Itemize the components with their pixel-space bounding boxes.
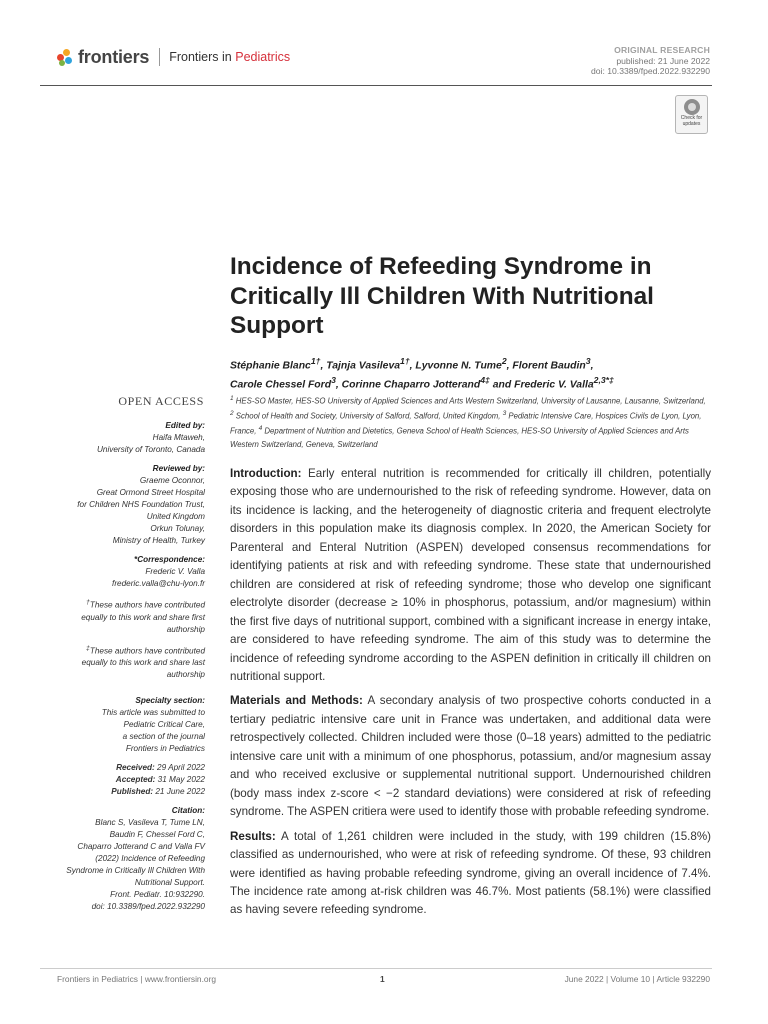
abstract (230, 465, 711, 926)
check-for-updates-badge[interactable] (675, 95, 708, 134)
citation-section: Citation: Blanc S, Vasileva T, Tume LN, Baudin F, Chessel Ford C, Chaparro Jotterand C and Valla FV (2022) Incidence of Refeeding Syndrome in Critically Ill Children With Nutritional Support. Front. Pediatr. 10:932290. doi: 10.3389/fped.2022.932290 (25, 805, 205, 913)
author-name[interactable]: Stéphanie Blanc (230, 360, 311, 372)
article-doi[interactable]: doi: 10.3389/fped.2022.932290 (591, 66, 710, 76)
author-name[interactable]: and Frederic V. Valla (489, 379, 594, 391)
footer-issue-info: June 2022 | Volume 10 | Article 932290 (564, 974, 710, 984)
logo-divider (159, 48, 160, 66)
citation-doi[interactable]: doi: 10.3389/fped.2022.932290 (91, 902, 205, 912)
footer-journal[interactable]: Frontiers in Pediatrics | www.frontiersin.org (57, 974, 217, 984)
open-access-label: OPEN ACCESS (118, 394, 204, 408)
page-number: 1 (380, 974, 385, 984)
author-name[interactable]: , Florent Baudin (506, 360, 586, 372)
footer-divider (40, 968, 712, 969)
logo-wordmark: frontiers (78, 46, 150, 67)
author-name[interactable]: , Corinne Chaparro Jotterand (335, 379, 481, 391)
journal-name: Frontiers in Pediatrics (169, 50, 291, 64)
author-list: Stéphanie Blanc$^{1\dagger}$, Tajnja Vasileva$^{1\dagger}$, Lyvonne N. Tume$^2$, Florent Baudin$^3$, Carole Chessel Ford$^3$, Corinne Chaparro Jotterand$^{4\ddagger}$ and Frederic V. Valla$^{2,3*\ddagger}$ (230, 356, 614, 391)
frontiers-logo-icon (57, 49, 74, 66)
author-name[interactable]: , Tajnja Vasileva (320, 360, 400, 372)
affiliations: $^1$ HES-SO Master, HES-SO University of Applied Sciences and Arts Western Switzerland, University of Lausanne, Lausanne, Switzerland, $^2$ School of Health and Society, University of Salford, Salford, United Kingdom, $^3$ Pediatric Intensive Care, Hospices Civils de Lyon, Lyon, France, $^4$ Department of Nutrition and Dietetics, Geneva School of Health Sciences, HES-SO University of Applied Sciences and Arts Western Switzerland, Geneva, Switzerland (230, 395, 706, 449)
article-title: Incidence of Refeeding Syndrome in Critically Ill Children With Nutritional Support (230, 253, 654, 339)
reviewed-by-section: Reviewed by: Graeme Oconnor, Great Ormond Street Hospital for Children NHS Foundation Trust, United Kingdom Orkun Tolunay, Ministry of Health, Turkey (77, 464, 205, 545)
specialty-section: Specialty section: This article was submitted to Pediatric Critical Care, a section of the journal Frontiers in Pediatrics (101, 696, 205, 754)
journal-logo[interactable] (57, 46, 290, 68)
author-name[interactable]: , Lyvonne N. Tume (409, 360, 502, 372)
abstract-results: Results: A total of 1,261 children were included in the study, with 199 children (15.8%) classified as undernourished, who were at risk of refeeding syndrome. Of these, 93 children were identified as having probable refeeding syndrome, giving an overall incidence of 7.4%. The incidence rate among at-risk children was 46.7%. Most patients (58.1%) were classified as having severe refeeding syndrome. (230, 829, 711, 917)
article-meta (591, 45, 710, 77)
correspondence-section: *Correspondence: Frederic V. Valla frederic.valla@chu-lyon.fr (25, 554, 205, 590)
correspondence-email[interactable]: frederic.valla@chu-lyon.fr (112, 579, 205, 588)
crossmark-icon (684, 99, 700, 115)
abstract-methods: Materials and Methods: A secondary analysis of two prospective cohorts conducted in a tertiary pediatric intensive care unit in France was undertaken, and additional data were retrospectively collected. Children included were those (0–18 years) admitted to the pediatric intensive care unit with a minimum of one phosphorus, potassium, and/or magnesium assay and who received exclusive or supplemental nutritional support. Undernourished children (body mass index z-score < −2 standard deviations) were considered at risk of refeeding syndrome. The ASPEN critiera were used to identify those with probable refeeding syndrome. (230, 694, 711, 819)
author-name[interactable]: Carole Chessel Ford (230, 379, 332, 391)
edited-by-section: Edited by: Haifa Mtaweh, University of Toronto, Canada (96, 421, 205, 454)
header-divider (40, 85, 712, 86)
article-type: ORIGINAL RESEARCH (614, 45, 710, 55)
dates-section: Received: 29 April 2022 Accepted: 31 May 2022 Published: 21 June 2022 (111, 763, 205, 797)
published-date: published: 21 June 2022 (616, 55, 710, 66)
check-updates-label: Check for updates (680, 115, 703, 127)
equal-contribution-first-note: †These authors have contributed equally to this work and share first authorship (81, 599, 205, 634)
article-info-sidebar (25, 420, 205, 920)
abstract-introduction: Introduction: Early enteral nutrition is recommended for critically ill children, potentially exposing those who are undernourished to the risk of refeeding syndrome. However, data on its incidence is lacking, and the heterogeneity of diagnostic criteria and frequent electrolyte disorders in this population make its diagnosis complex. In 2020, the American Society for Parenteral and Enteral Nutrition (ASPEN) developed consensus recommendations for identifying patients at risk and with refeeding syndrome. These state that undernourished children are considered at risk of refeeding syndrome; those who develop one significant electrolyte disorder (decrease ≥ 10% in phosphorus, potassium, and/or magnesium) within the first five days of nutritional support, combined with a significant increase in energy intake, are considered to have refeeding syndrome. The aim of this study was to determine the incidence of refeeding syndrome according to the ASPEN definition in critically ill children on nutritional support. (230, 467, 711, 683)
equal-contribution-last-note: ‡These authors have contributed equally to this work and share last authorship (81, 644, 205, 680)
